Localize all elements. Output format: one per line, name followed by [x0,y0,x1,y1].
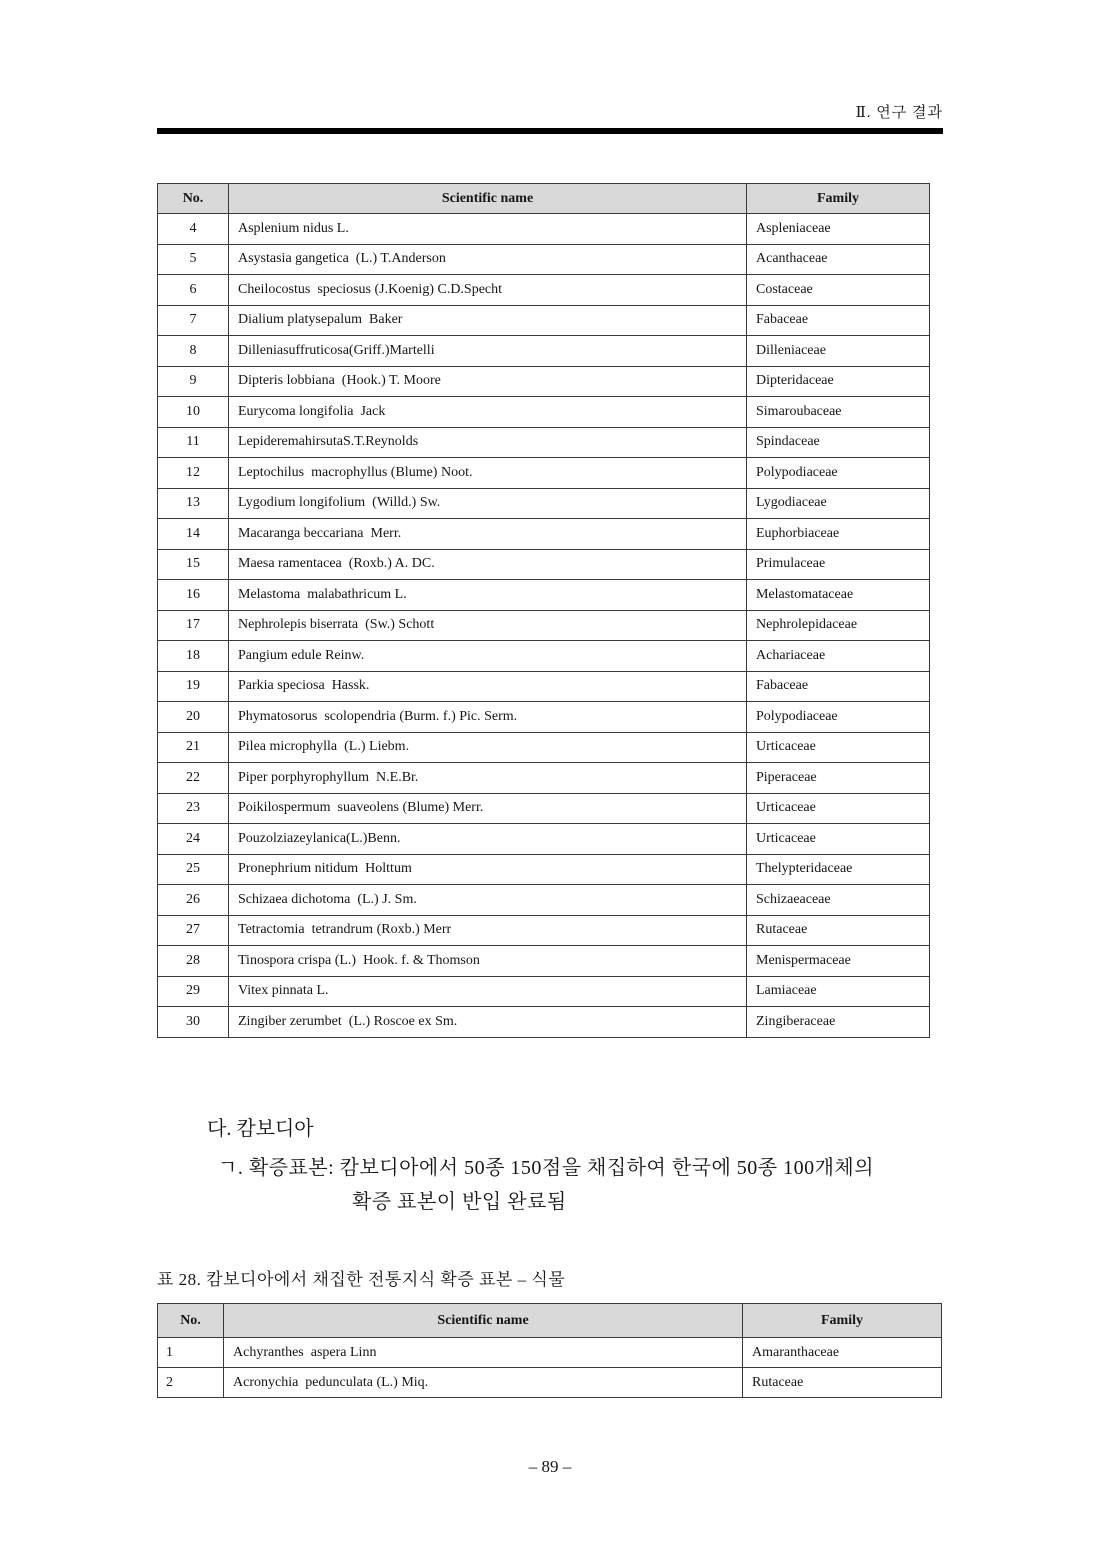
cell-scientific-name: Poikilospermum suaveolens (Blume) Merr. [229,793,747,824]
table-row [158,702,930,733]
cell-family: Urticaceae [747,824,930,855]
cell-no: 23 [158,793,229,824]
cell-family: Zingiberaceae [747,1007,930,1038]
cell-family: Fabaceae [747,671,930,702]
header-no: No. [158,1304,224,1338]
cell-no: 30 [158,1007,229,1038]
cell-no: 15 [158,549,229,580]
cell-no: 18 [158,641,229,672]
cell-no: 26 [158,885,229,916]
cell-scientific-name: Lygodium longifolium (Willd.) Sw. [229,488,747,519]
cell-no: 2 [158,1368,224,1398]
table-row [158,641,930,672]
table-row [158,1368,942,1398]
cell-family: Polypodiaceae [747,702,930,733]
cell-family: Lygodiaceae [747,488,930,519]
cell-family: Urticaceae [747,732,930,763]
table-body [158,214,930,1038]
table-row [158,366,930,397]
species-table [157,183,930,1038]
cell-scientific-name: Asystasia gangetica (L.) T.Anderson [229,244,747,275]
cell-family: Amaranthaceae [743,1338,942,1368]
cell-scientific-name: Schizaea dichotoma (L.) J. Sm. [229,885,747,916]
cell-family: Schizaeaceae [747,885,930,916]
cambodia-species-table [157,1303,942,1398]
cell-no: 25 [158,854,229,885]
cell-scientific-name: Melastoma malabathricum L. [229,580,747,611]
table-row [158,793,930,824]
table-row [158,610,930,641]
table-row [158,1007,930,1038]
cell-scientific-name: Dialium platysepalum Baker [229,305,747,336]
cell-scientific-name: Cheilocostus speciosus (J.Koenig) C.D.Specht [229,275,747,306]
table-row [158,885,930,916]
table-row [158,244,930,275]
table-row [158,824,930,855]
cell-family: Lamiaceae [747,976,930,1007]
cell-scientific-name: Asplenium nidus L. [229,214,747,245]
cell-no: 28 [158,946,229,977]
table-row [158,763,930,794]
cell-scientific-name: Macaranga beccariana Merr. [229,519,747,550]
cell-scientific-name: Parkia speciosa Hassk. [229,671,747,702]
page-number: – 89 – [528,1457,572,1476]
table-row [158,915,930,946]
cell-no: 29 [158,976,229,1007]
cell-family: Menispermaceae [747,946,930,977]
cell-family: Achariaceae [747,641,930,672]
cell-family: Aspleniaceae [747,214,930,245]
cell-family: Acanthaceae [747,244,930,275]
table-row [158,946,930,977]
cell-family: Polypodiaceae [747,458,930,489]
table-row [158,488,930,519]
cell-family: Piperaceae [747,763,930,794]
cell-family: Spindaceae [747,427,930,458]
cell-family: Primulaceae [747,549,930,580]
cell-no: 17 [158,610,229,641]
cell-scientific-name: Leptochilus macrophyllus (Blume) Noot. [229,458,747,489]
cell-family: Euphorbiaceae [747,519,930,550]
cell-no: 27 [158,915,229,946]
cell-no: 8 [158,336,229,367]
header-rule [157,128,943,134]
header-scientific-name: Scientific name [229,184,747,214]
cell-no: 20 [158,702,229,733]
cell-no: 22 [158,763,229,794]
item-text-line-2: 확증 표본이 반입 완료됨 [352,1191,567,1213]
cell-family: Thelypteridaceae [747,854,930,885]
cell-family: Rutaceae [747,915,930,946]
cell-scientific-name: Acronychia pedunculata (L.) Miq. [224,1368,743,1398]
table-row [158,427,930,458]
cell-scientific-name: Maesa ramentacea (Roxb.) A. DC. [229,549,747,580]
table-row [158,458,930,489]
cell-family: Nephrolepidaceae [747,610,930,641]
table-row [158,854,930,885]
item-text-line-1: ㄱ. 확증표본: 캄보디아에서 50종 150점을 채집하여 한국에 50종 100개체의 [218,1157,875,1179]
cell-scientific-name: LepideremahirsutaS.T.Reynolds [229,427,747,458]
cell-scientific-name: Nephrolepis biserrata (Sw.) Schott [229,610,747,641]
cell-scientific-name: Achyranthes aspera Linn [224,1338,743,1368]
cell-no: 11 [158,427,229,458]
cell-no: 6 [158,275,229,306]
header-family: Family [743,1304,942,1338]
cell-no: 16 [158,580,229,611]
header-scientific-name: Scientific name [224,1304,743,1338]
cell-no: 21 [158,732,229,763]
table-row [158,305,930,336]
table-row [158,580,930,611]
cell-family: Melastomataceae [747,580,930,611]
table-header-row [158,184,930,214]
cell-family: Rutaceae [743,1368,942,1398]
cell-no: 9 [158,366,229,397]
cell-scientific-name: Eurycoma longifolia Jack [229,397,747,428]
cell-no: 10 [158,397,229,428]
cell-no: 13 [158,488,229,519]
cell-scientific-name: Pilea microphylla (L.) Liebm. [229,732,747,763]
table-row [158,976,930,1007]
table-row [158,549,930,580]
cell-scientific-name: Dilleniasuffruticosa(Griff.)Martelli [229,336,747,367]
running-head: Ⅱ. 연구 결과 [855,105,943,121]
table-row [158,275,930,306]
cell-no: 1 [158,1338,224,1368]
table-row [158,519,930,550]
cell-scientific-name: Vitex pinnata L. [229,976,747,1007]
table-row [158,336,930,367]
cell-scientific-name: Pronephrium nitidum Holttum [229,854,747,885]
header-no: No. [158,184,229,214]
cell-family: Dilleniaceae [747,336,930,367]
table-caption: 표 28. 캄보디아에서 채집한 전통지식 확증 표본 – 식물 [157,1270,566,1289]
cell-family: Urticaceae [747,793,930,824]
cell-no: 5 [158,244,229,275]
cell-no: 7 [158,305,229,336]
header-family: Family [747,184,930,214]
cell-scientific-name: Pangium edule Reinw. [229,641,747,672]
cell-no: 24 [158,824,229,855]
table-row [158,671,930,702]
cell-scientific-name: Tinospora crispa (L.) Hook. f. & Thomson [229,946,747,977]
table-row [158,1338,942,1368]
cell-family: Dipteridaceae [747,366,930,397]
cell-scientific-name: Pouzolziazeylanica(L.)Benn. [229,824,747,855]
cell-family: Costaceae [747,275,930,306]
table-row [158,732,930,763]
cell-scientific-name: Phymatosorus scolopendria (Burm. f.) Pic. Serm. [229,702,747,733]
section-heading: 다. 캄보디아 [207,1118,314,1140]
cell-family: Fabaceae [747,305,930,336]
cell-scientific-name: Dipteris lobbiana (Hook.) T. Moore [229,366,747,397]
cell-scientific-name: Tetractomia tetrandrum (Roxb.) Merr [229,915,747,946]
table-body [158,1338,942,1398]
table-header-row [158,1304,942,1338]
table-row [158,397,930,428]
cell-no: 19 [158,671,229,702]
cell-no: 12 [158,458,229,489]
cell-no: 4 [158,214,229,245]
table-row [158,214,930,245]
cell-no: 14 [158,519,229,550]
cell-family: Simaroubaceae [747,397,930,428]
cell-scientific-name: Zingiber zerumbet (L.) Roscoe ex Sm. [229,1007,747,1038]
cell-scientific-name: Piper porphyrophyllum N.E.Br. [229,763,747,794]
